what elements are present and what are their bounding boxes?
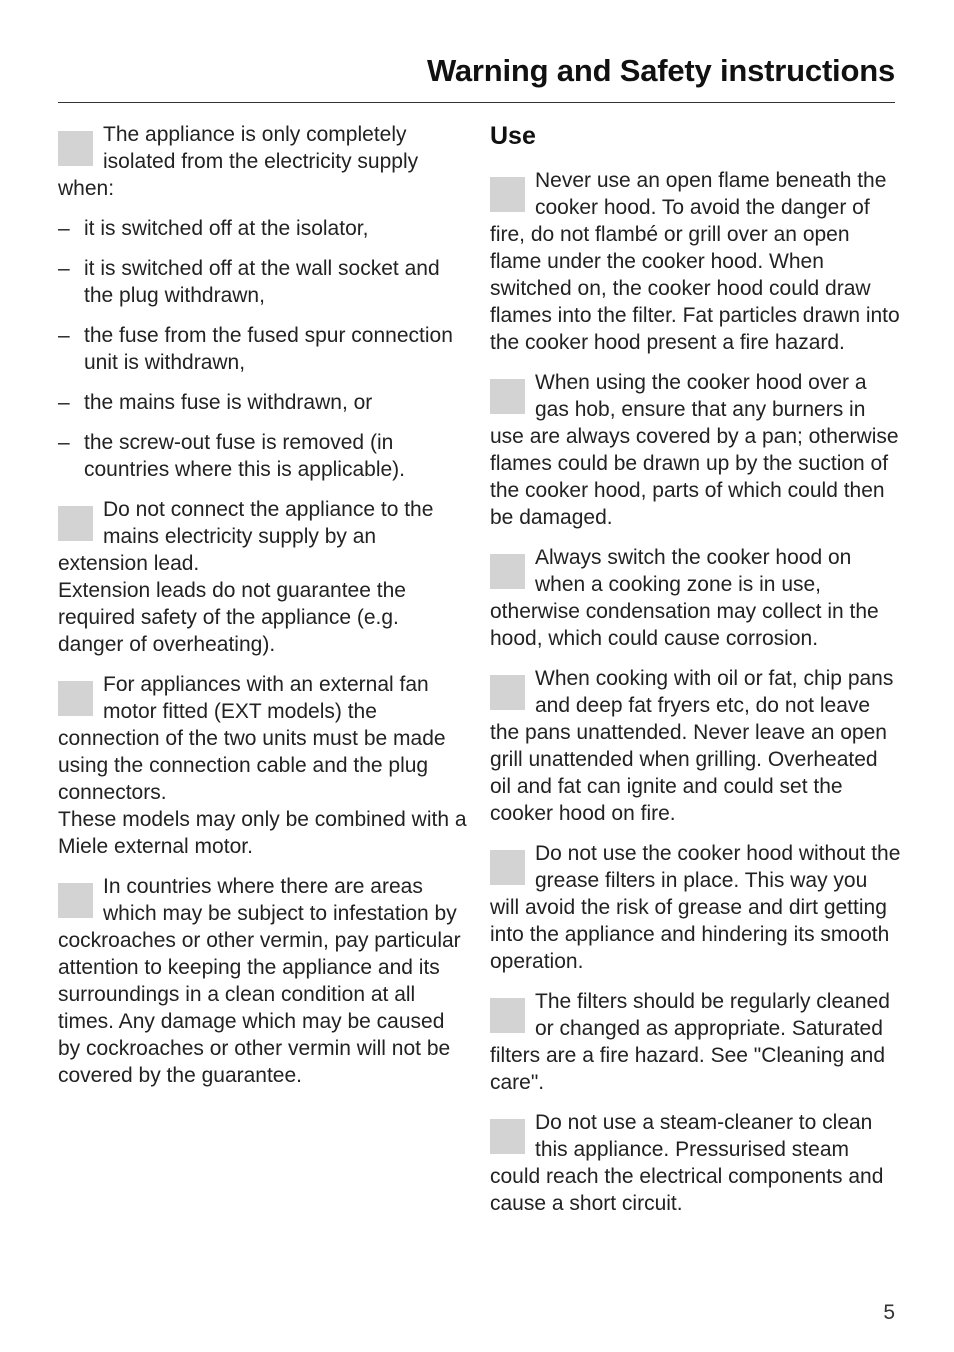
- warning-item: [490, 840, 902, 975]
- dash-icon: –: [58, 217, 70, 240]
- warning-marker-icon: [58, 506, 93, 541]
- warning-item: [58, 121, 468, 202]
- list-item-text: the mains fuse is withdrawn, or: [84, 391, 373, 414]
- warning-text: Do not use a steam-cleaner to clean this appliance. Pressurised steam could reach the electrical components and cause a short circuit.: [490, 1111, 884, 1215]
- warning-marker-icon: [490, 998, 525, 1033]
- section-heading-use: Use: [490, 122, 536, 150]
- warning-text: The appliance is only completely isolated from the electricity supply when:: [58, 123, 419, 200]
- warning-text: When using the cooker hood over a gas hob, ensure that any burners in use are always covered by a pan; otherwise flames could be drawn up by the suction of the cooker hood, parts of which could then be damaged.: [490, 371, 899, 529]
- page-title: Warning and Safety instructions: [426, 53, 895, 88]
- left-column: [58, 121, 468, 1102]
- warning-item: [490, 369, 902, 531]
- warning-text: For appliances with an external fan motor fitted (EXT models) the connection of the two units must be made using the connection cable and the plug connectors.: [58, 673, 446, 804]
- list-item-text: it is switched off at the isolator,: [84, 217, 369, 240]
- warning-item: [58, 671, 468, 860]
- warning-text: Never use an open flame beneath the cooker hood. To avoid the danger of fire, do not flambé or grill over an open flame under the cooker hood. When switched on, the cooker hood could draw flames into the filter. Fat particles drawn into the cooker hood present a fire hazard.: [490, 169, 900, 354]
- warning-marker-icon: [490, 379, 525, 414]
- warning-item: [490, 1109, 902, 1217]
- page-number: 5: [883, 1301, 895, 1324]
- warning-text: These models may only be combined with a Miele external motor.: [58, 808, 467, 858]
- warning-item: [490, 665, 902, 827]
- right-column: [490, 121, 902, 1230]
- warning-marker-icon: [490, 850, 525, 885]
- list-item: [58, 389, 468, 416]
- warning-text: When cooking with oil or fat, chip pans and deep fat fryers etc, do not leave the pans unattended. Never leave an open grill unattended when grilling. Overheated oil and fat can ignite and could set the cooker hood on fire.: [490, 667, 894, 825]
- warning-text: Always switch the cooker hood on when a cooking zone is in use, otherwise condensation may collect in the hood, which could cause corrosion.: [490, 546, 879, 650]
- dash-icon: –: [58, 324, 70, 347]
- list-item: [58, 255, 468, 309]
- warning-text: Do not use the cooker hood without the grease filters in place. This way you will avoid the risk of grease and dirt getting into the appliance and hindering its smooth operation.: [490, 842, 901, 973]
- isolation-conditions-list: [58, 215, 468, 483]
- dash-icon: –: [58, 391, 70, 414]
- warning-marker-icon: [58, 131, 93, 166]
- warning-marker-icon: [490, 1119, 525, 1154]
- dash-icon: –: [58, 257, 70, 280]
- warning-marker-icon: [490, 675, 525, 710]
- list-item-text: the screw-out fuse is removed (in countries where this is applicable).: [84, 431, 405, 481]
- list-item: [58, 215, 468, 242]
- warning-marker-icon: [490, 554, 525, 589]
- list-item-text: it is switched off at the wall socket and the plug withdrawn,: [84, 257, 440, 307]
- warning-item: [490, 167, 902, 356]
- warning-text: In countries where there are areas which may be subject to infestation by cockroaches or other vermin, pay particular attention to keeping the appliance and its surroundings in a clean condition at all times. Any damage which may be caused by cockroaches or other vermin will not be covered by the guarantee.: [58, 875, 461, 1087]
- warning-item: [58, 873, 468, 1089]
- warning-marker-icon: [58, 681, 93, 716]
- list-item-text: the fuse from the fused spur connection unit is withdrawn,: [84, 324, 453, 374]
- dash-icon: –: [58, 431, 70, 454]
- list-item: [58, 322, 468, 376]
- warning-text: Do not connect the appliance to the mains electricity supply by an extension lead.: [58, 498, 434, 575]
- warning-text: Extension leads do not guarantee the required safety of the appliance (e.g. danger of overheating).: [58, 579, 406, 656]
- warning-marker-icon: [490, 177, 525, 212]
- list-item: [58, 429, 468, 483]
- warning-item: [490, 544, 902, 652]
- page-header: [58, 50, 895, 103]
- warning-item: [490, 988, 902, 1096]
- warning-text: The filters should be regularly cleaned or changed as appropriate. Saturated filters are a fire hazard. See "Cleaning and care".: [490, 990, 890, 1094]
- warning-marker-icon: [58, 883, 93, 918]
- warning-item: [58, 496, 468, 658]
